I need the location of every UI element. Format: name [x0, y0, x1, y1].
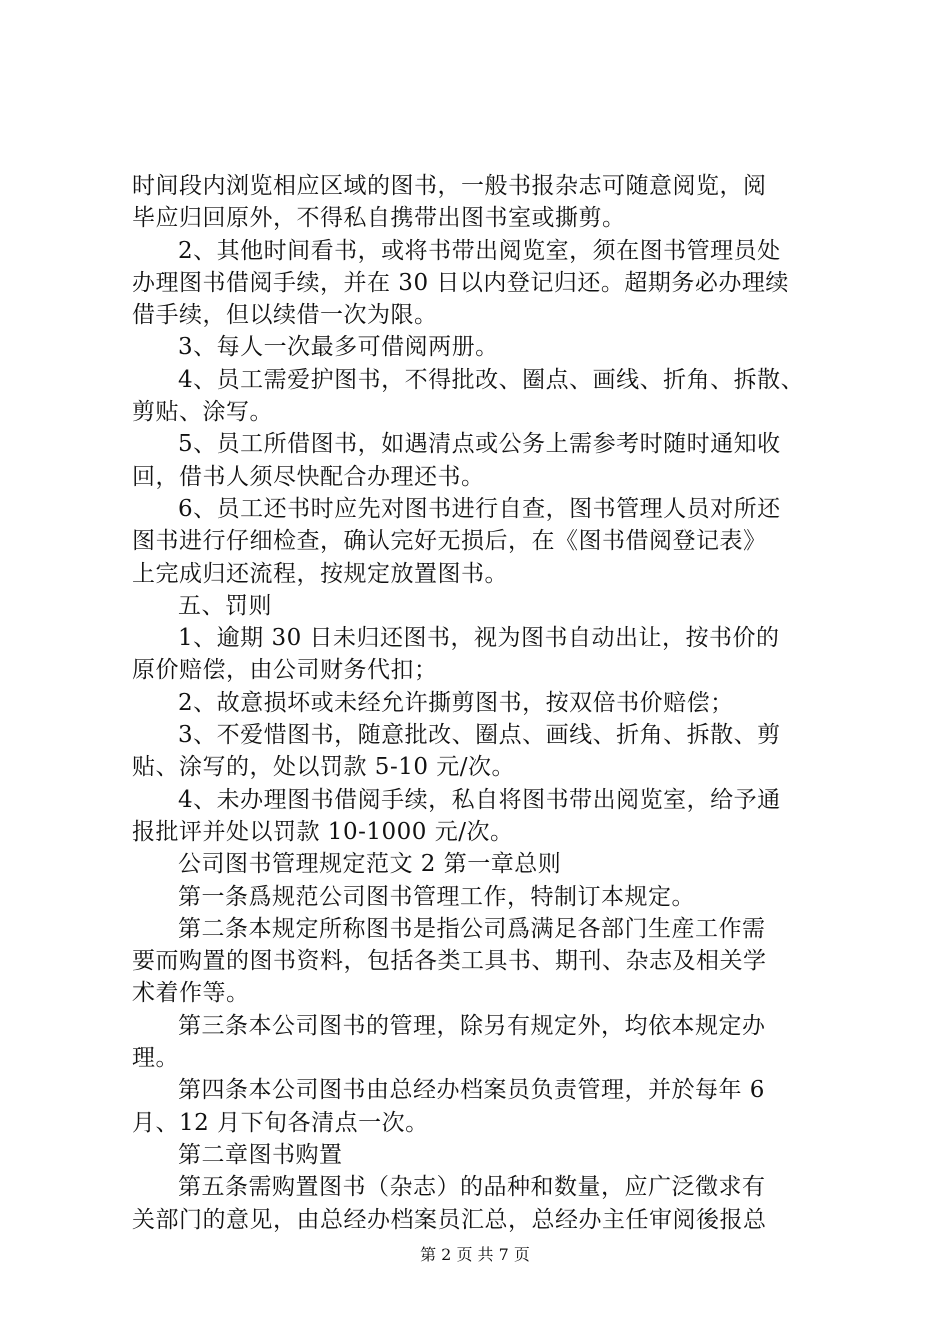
text-line: 2、故意损坏或未经允许撕剪图书，按双倍书价赔偿； — [178, 689, 734, 716]
text-line: 关部门的意见，由总经办档案员汇总，总经办主任审阅後报总 — [132, 1206, 767, 1233]
text-line: 公司图书管理规定范文 2 第一章总则 — [178, 851, 562, 878]
text-line: 4、未办理图书借阅手续，私自将图书带出阅览室，给予通 — [178, 786, 781, 813]
text-line: 4、员工需爱护图书，不得批改、圈点、画线、折角、拆散、 — [178, 366, 805, 393]
page-footer: 第 2 页 共 7 页 — [420, 1245, 530, 1264]
text-line: 第四条本公司图书由总经办档案员负责管理，并於每年 6 — [178, 1077, 765, 1104]
text-line: 五、罚则 — [178, 592, 272, 619]
document-body — [132, 170, 832, 1236]
text-line: 理。 — [132, 1045, 179, 1072]
text-line: 上完成归还流程，按规定放置图书。 — [132, 560, 508, 587]
text-line: 月、12 月下旬各清点一次。 — [132, 1109, 429, 1136]
text-line: 6、员工还书时应先对图书进行自查，图书管理人员对所还 — [178, 495, 781, 522]
text-line: 时间段内浏览相应区域的图书，一般书报杂志可随意阅览，阅 — [132, 173, 767, 199]
text-line: 回，借书人须尽快配合办理还书。 — [132, 463, 485, 490]
text-line: 1、逾期 30 日未归还图书，视为图书自动出让，按书价的 — [178, 625, 780, 652]
text-line: 借手续，但以续借一次为限。 — [132, 302, 438, 329]
text-line: 贴、涂写的，处以罚款 5-10 元/次。 — [132, 754, 516, 781]
text-line: 第五条需购置图书（杂志）的品种和数量，应广泛徵求有 — [178, 1174, 766, 1201]
text-line: 第一条爲规范公司图书管理工作，特制订本规定。 — [178, 883, 695, 910]
text-line: 办理图书借阅手续，并在 30 日以内登记归还。超期务必办理续 — [132, 269, 789, 296]
text-line: 报批评并处以罚款 10-1000 元/次。 — [132, 818, 514, 845]
text-line: 第二章图书购置 — [178, 1141, 343, 1168]
text-line: 要而购置的图书资料，包括各类工具书、期刊、杂志及相关学 — [132, 948, 767, 975]
text-line: 3、每人一次最多可借阅两册。 — [178, 334, 499, 361]
text-line: 术着作等。 — [132, 980, 250, 1007]
text-line: 5、员工所借图书，如遇清点或公务上需参考时随时通知收 — [178, 431, 781, 458]
text-line: 3、不爱惜图书，随意批改、圈点、画线、折角、拆散、剪 — [178, 722, 781, 749]
text-line: 2、其他时间看书，或将书带出阅览室，须在图书管理员处 — [178, 237, 781, 264]
text-line: 第二条本规定所称图书是指公司爲满足各部门生産工作需 — [178, 915, 766, 942]
text-line: 图书进行仔细检查，确认完好无损后，在《图书借阅登记表》 — [132, 528, 767, 555]
text-line: 毕应归回原外，不得私自携带出图书室或撕剪。 — [132, 205, 626, 232]
text-line: 原价赔偿，由公司财务代扣； — [132, 657, 438, 684]
text-line: 第三条本公司图书的管理，除另有规定外，均依本规定办 — [178, 1012, 766, 1039]
text-line: 剪贴、涂写。 — [132, 399, 273, 426]
